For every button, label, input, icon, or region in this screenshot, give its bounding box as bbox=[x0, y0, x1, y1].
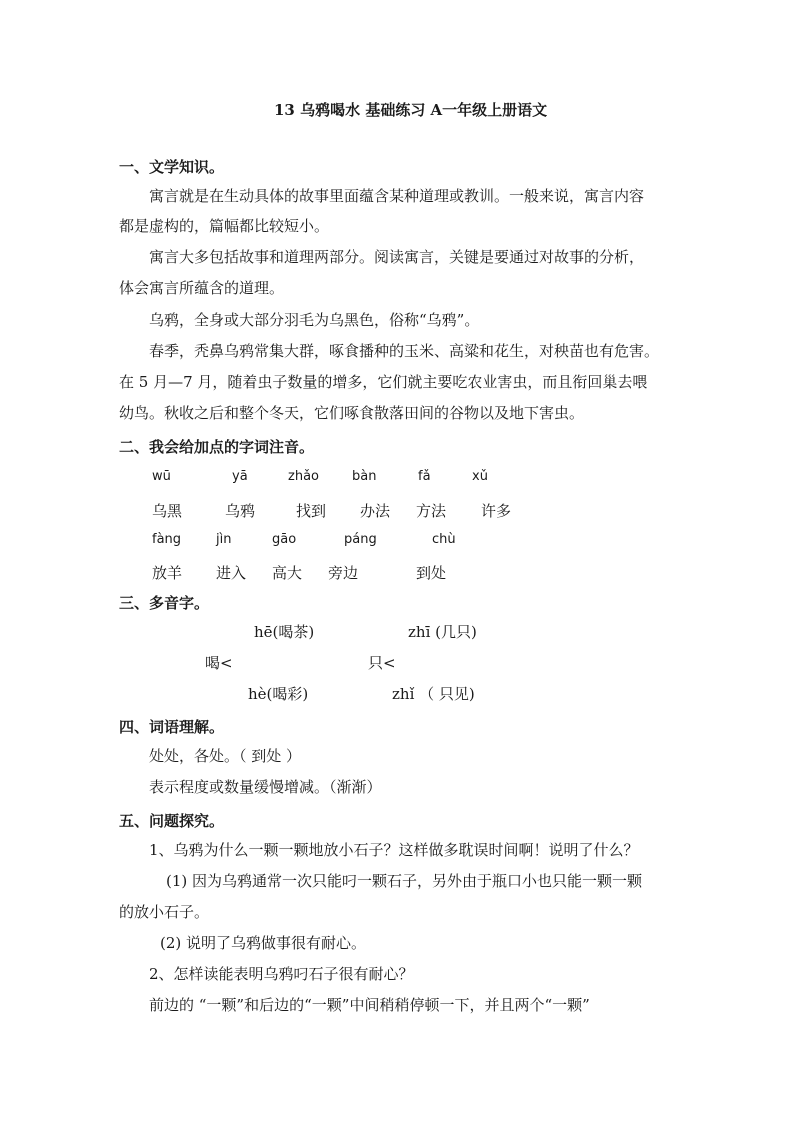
pinyin-label: bàn bbox=[352, 469, 377, 484]
paragraph-line: 在 5 月—7 月，随着虫子数量的增多，它们就主要吃农业害虫，而且衔回巢去喂 bbox=[119, 373, 648, 391]
section-3-heading: 三、多音字。 bbox=[119, 594, 210, 612]
pinyin-label: fàng bbox=[152, 532, 182, 547]
question: 1、乌鸦为什么一颗一颗地放小石子？这样做多耽误时间啊！说明了什么？ bbox=[149, 841, 639, 859]
definition-line: 处处，各处。（ 到处 ） bbox=[149, 747, 302, 765]
pinyin-label: yā bbox=[232, 469, 248, 484]
paragraph-line: 春季，秃鼻乌鸦常集大群，啄食播种的玉米、高粱和花生，对秧苗也有危害。 bbox=[149, 342, 660, 360]
pinyin-label: páng bbox=[344, 532, 377, 547]
section-5-heading: 五、问题探究。 bbox=[119, 812, 225, 830]
polyphone-reading: zhī (几只) bbox=[408, 623, 477, 641]
paragraph-line: 幼鸟。秋收之后和整个冬天，它们啄食散落田间的谷物以及地下害虫。 bbox=[119, 404, 585, 422]
word: 旁边 bbox=[328, 564, 359, 582]
paragraph-line: 寓言就是在生动具体的故事里面蕴含某种道理或教训。一般来说，寓言内容 bbox=[149, 187, 645, 205]
pinyin-label: xǔ bbox=[472, 469, 488, 484]
pinyin-label: jìn bbox=[216, 532, 232, 547]
pinyin-label: gāo bbox=[272, 532, 297, 547]
section-2-heading: 二、我会给加点的字词注音。 bbox=[119, 438, 315, 456]
answer-line: (1) 因为乌鸦通常一次只能叼一颗石子，另外由于瓶口小也只能一颗一颗 bbox=[166, 872, 643, 890]
paragraph-line: 寓言大多包括故事和道理两部分。阅读寓言，关键是要通过对故事的分析， bbox=[149, 248, 645, 266]
polyphone-char: 喝< bbox=[205, 654, 233, 672]
word: 高大 bbox=[272, 564, 303, 582]
word: 放羊 bbox=[152, 564, 183, 582]
paragraph-line: 都是虚构的，篇幅都比较短小。 bbox=[119, 217, 330, 235]
word: 找到 bbox=[296, 502, 327, 520]
word: 进入 bbox=[216, 564, 247, 582]
word: 乌黑 bbox=[152, 502, 183, 520]
pinyin-label: wū bbox=[152, 469, 171, 484]
pinyin-label: chù bbox=[432, 532, 456, 547]
word: 办法 bbox=[360, 502, 391, 520]
question: 2、怎样读能表明乌鸦叼石子很有耐心？ bbox=[149, 965, 414, 983]
word: 方法 bbox=[416, 502, 447, 520]
polyphone-char: 只< bbox=[368, 654, 396, 672]
polyphone-reading: hè(喝彩) bbox=[248, 685, 309, 703]
paragraph-line: 乌鸦，全身或大部分羽毛为乌黑色，俗称“乌鸦”。 bbox=[149, 311, 480, 329]
word: 到处 bbox=[416, 564, 447, 582]
polyphone-reading: hē(喝茶) bbox=[254, 623, 315, 641]
page-title: 13 乌鸦喝水 基础练习 A一年级上册语文 bbox=[274, 101, 548, 119]
pinyin-label: zhǎo bbox=[288, 469, 319, 484]
answer-line: 前边的 “一颗”和后边的“一颗”中间稍稍停顿一下，并且两个“一颗” bbox=[149, 996, 590, 1014]
answer-line: 的放小石子。 bbox=[119, 903, 210, 921]
pinyin-label: fǎ bbox=[418, 469, 431, 484]
section-4-heading: 四、词语理解。 bbox=[119, 718, 225, 736]
answer-line: (2) 说明了乌鸦做事很有耐心。 bbox=[160, 934, 367, 952]
paragraph-line: 体会寓言所蕴含的道理。 bbox=[119, 279, 285, 297]
word: 乌鸦 bbox=[225, 502, 256, 520]
polyphone-reading: zhǐ （ 只见) bbox=[392, 685, 475, 703]
section-1-heading: 一、文学知识。 bbox=[119, 158, 225, 176]
word: 许多 bbox=[481, 502, 512, 520]
definition-line: 表示程度或数量缓慢增减。（渐渐） bbox=[149, 778, 382, 796]
